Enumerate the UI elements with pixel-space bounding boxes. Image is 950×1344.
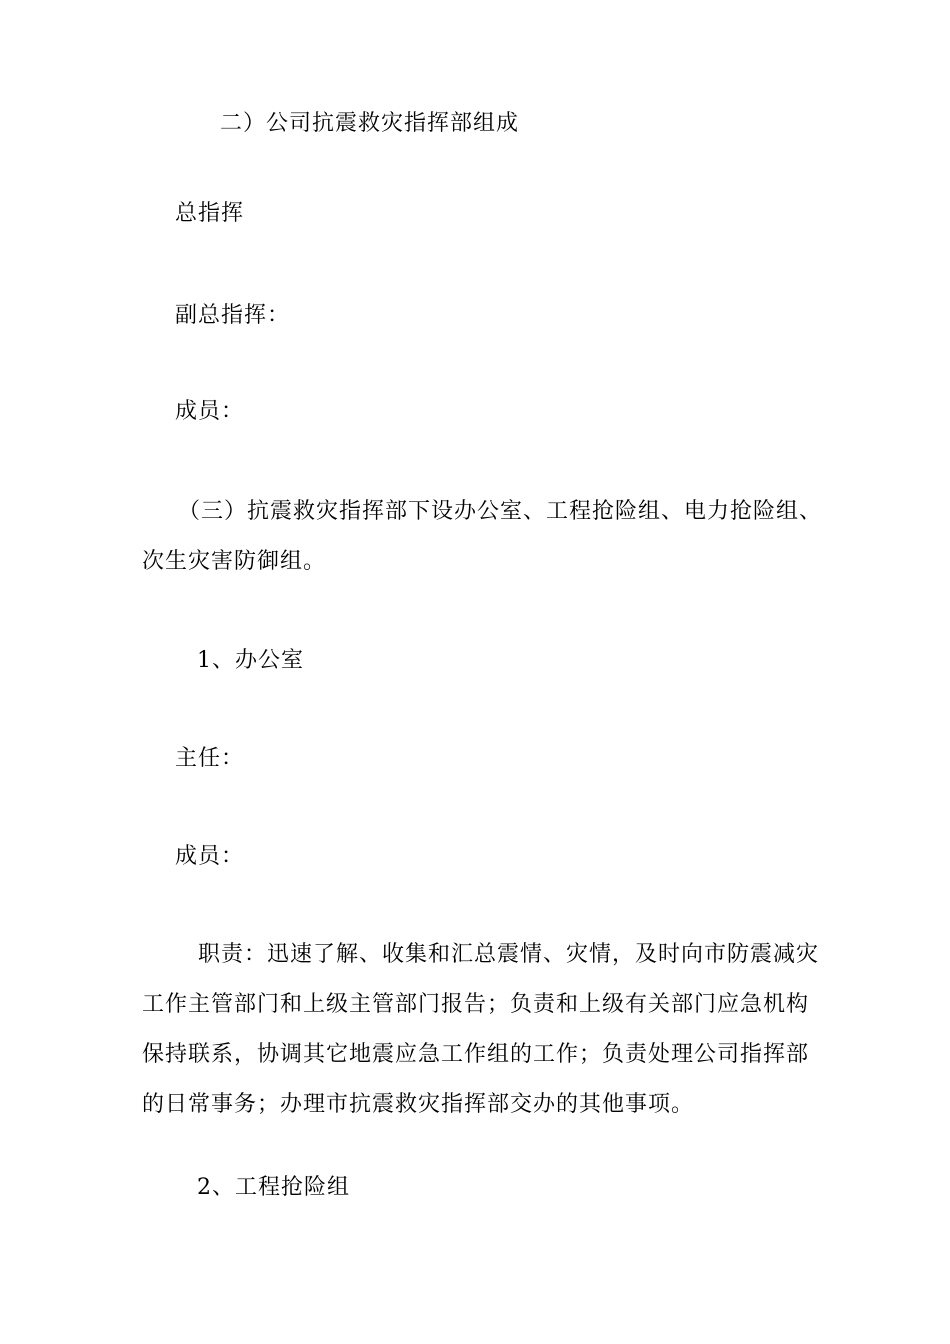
paragraph-line: 工作主管部门和上级主管部门报告；负责和上级有关部门应急机构 [142, 992, 810, 1017]
members-label: 成员： [175, 399, 245, 424]
members-label: 成员： [175, 844, 245, 869]
commander-label: 总指挥 [175, 201, 245, 226]
paragraph-line: （三）抗震救灾指挥部下设办公室、工程抢险组、电力抢险组、 [178, 499, 823, 524]
deputy-commander-label: 副总指挥： [175, 303, 291, 328]
paragraph-line: 的日常事务；办理市抗震救灾指挥部交办的其他事项。 [142, 1092, 695, 1117]
engineering-heading: 2、工程抢险组 [197, 1175, 350, 1200]
office-heading: 1、办公室 [197, 648, 304, 673]
duties-paragraph [142, 930, 818, 1130]
paragraph-line: 次生灾害防御组。 [142, 549, 327, 574]
paragraph-line: 保持联系，协调其它地震应急工作组的工作；负责处理公司指挥部 [142, 1042, 810, 1067]
section-three-paragraph [142, 487, 823, 587]
paragraph-line: 职责：迅速了解、收集和汇总震情、灾情，及时向市防震减灾 [198, 942, 820, 967]
director-label: 主任： [175, 746, 245, 771]
section-two-title: 二）公司抗震救灾指挥部组成 [220, 111, 520, 136]
